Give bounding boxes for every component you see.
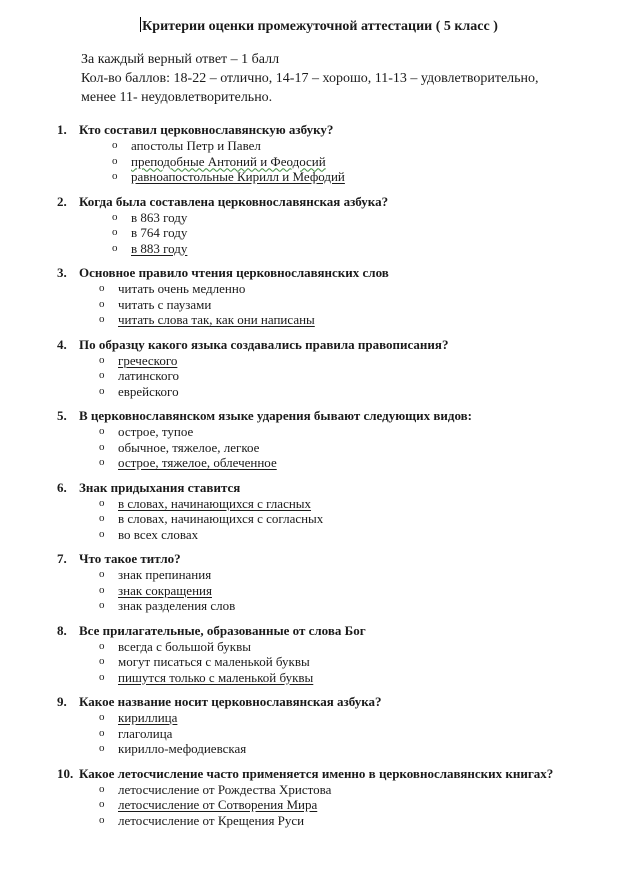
circle-bullet-icon: o [99,711,105,723]
question-text: Основное правило чтения церковнославянских слов [79,265,389,280]
question-text: Когда была составлена церковнославянская азбука? [79,193,389,209]
correct-option-text: острое, тяжелое, облеченное [118,455,277,470]
circle-bullet-icon: o [112,139,118,151]
circle-bullet-icon: o [99,353,105,366]
question-heading [0,694,638,710]
question-heading [0,408,638,424]
option-item [0,455,638,471]
question-item [0,551,638,614]
correct-option-text: в 883 году [131,240,188,256]
question-item [0,194,638,257]
question-item [0,480,638,543]
question-number: 5. [57,408,67,423]
option-item [0,281,638,297]
question-heading [0,122,638,138]
circle-bullet-icon: o [99,670,105,683]
question-heading [0,766,638,782]
option-item [0,169,638,185]
circle-bullet-icon: o [99,813,105,826]
option-item [0,368,638,384]
document-title [0,17,638,35]
option-list [0,424,638,471]
question-heading [0,480,638,496]
option-text: знак препинания [118,567,212,582]
option-item [0,138,638,154]
circle-bullet-icon: o [99,297,105,310]
correct-option-text: читать слова так, как они написаны [118,312,315,327]
question-item [0,623,638,686]
option-text: во всех словах [118,526,199,542]
circle-bullet-icon: o [99,726,105,739]
option-list [0,782,638,829]
option-list [0,281,638,328]
correct-option-text: кириллица [118,710,178,725]
option-item [0,511,638,527]
option-list [0,496,638,543]
circle-bullet-icon: o [99,496,105,509]
option-item [0,241,638,257]
option-item [0,813,638,829]
option-item [0,583,638,599]
option-text: читать с паузами [118,296,212,312]
circle-bullet-icon: o [112,226,118,238]
question-heading [0,337,638,353]
option-text: летосчисление от Крещения Руси [118,812,305,828]
option-text: в 863 году [131,209,188,225]
circle-bullet-icon: o [99,384,105,397]
question-item [0,694,638,757]
intro-line: За каждый верный ответ – 1 балл [81,52,280,67]
intro-line: Кол-во баллов: 18-22 – отлично, 14-17 – хорошо, 11-13 – удовлетворительно, [81,71,539,86]
grading-intro [81,50,621,107]
question-number: 7. [57,551,67,566]
question-text: Какое летосчисление часто применяется именно в церковнославянских книгах? [79,765,554,781]
option-item [0,598,638,614]
correct-option-text: в словах, начинающихся с гласных [118,495,312,511]
circle-bullet-icon: o [112,241,118,254]
question-number: 2. [57,193,67,209]
question-heading [0,623,638,639]
question-heading [0,265,638,281]
question-item [0,408,638,471]
option-item [0,797,638,813]
circle-bullet-icon: o [99,742,105,754]
question-heading [0,551,638,567]
option-text: в словах, начинающихся с согласных [118,511,324,526]
circle-bullet-icon: o [112,170,118,182]
circle-bullet-icon: o [99,583,105,596]
option-list [0,138,638,185]
option-item [0,424,638,440]
option-item [0,312,638,328]
option-item [0,710,638,726]
circle-bullet-icon: o [99,568,105,580]
intro-line: менее 11- неудовлетворительно. [81,90,273,105]
question-heading [0,194,638,210]
circle-bullet-icon: o [99,599,105,611]
question-text: В церковнославянском языке ударения бывают следующих видов: [79,408,472,423]
circle-bullet-icon: o [112,210,118,223]
option-item [0,654,638,670]
option-text: в 764 году [131,225,188,240]
option-text: латинского [118,368,179,383]
option-item [0,384,638,400]
question-number: 9. [57,694,67,709]
option-list [0,567,638,614]
option-text: всегда с большой буквы [118,638,251,654]
question-item [0,766,638,829]
question-number: 6. [57,479,67,495]
question-number: 4. [57,336,67,352]
circle-bullet-icon: o [99,512,105,524]
question-item [0,265,638,328]
question-item [0,122,638,185]
option-item [0,225,638,241]
circle-bullet-icon: o [99,782,105,795]
option-text: преподобные Антоний и Феодосий [131,153,326,169]
question-number: 3. [57,265,67,280]
option-item [0,353,638,369]
question-text: Все прилагательные, образованные от слова Бог [79,622,366,638]
question-number: 8. [57,622,67,638]
option-text: летосчисление от Рождества Христова [118,781,332,797]
option-item [0,527,638,543]
option-item [0,496,638,512]
correct-option-text: греческого [118,352,178,368]
question-text: Знак придыхания ставится [79,479,241,495]
option-list [0,639,638,686]
option-item [0,639,638,655]
option-item [0,726,638,742]
option-text: апостолы Петр и Павел [131,138,261,153]
correct-option-text: равноапостольные Кирилл и Мефодий [131,169,345,184]
option-list [0,353,638,400]
question-number: 1. [57,122,67,137]
question-text: Кто составил церковнославянскую азбуку? [79,122,334,137]
option-item [0,670,638,686]
question-text: По образцу какого языка создавались правила правописания? [79,336,449,352]
option-text: кирилло-мефодиевская [118,741,247,756]
circle-bullet-icon: o [99,313,105,325]
circle-bullet-icon: o [99,425,105,437]
option-item [0,741,638,757]
option-list [0,210,638,257]
circle-bullet-icon: o [99,798,105,810]
option-text: знак разделения слов [118,598,236,613]
text-cursor [140,17,141,32]
question-item [0,337,638,400]
circle-bullet-icon: o [99,440,105,453]
option-text: еврейского [118,383,179,399]
option-item [0,154,638,170]
circle-bullet-icon: o [99,456,105,468]
option-text: могут писаться с маленькой буквы [118,654,310,669]
option-item [0,210,638,226]
option-item [0,440,638,456]
correct-option-text: знак сокращения [118,582,212,598]
circle-bullet-icon: o [99,639,105,652]
document-title-text: Критерии оценки промежуточной аттестации ( 5 класс ) [142,19,498,34]
option-item [0,567,638,583]
option-text: острое, тупое [118,424,194,439]
option-item [0,782,638,798]
correct-option-text: пишутся только с маленькой буквы [118,669,314,685]
circle-bullet-icon: o [99,282,105,294]
option-text: обычное, тяжелое, легкое [118,439,260,455]
option-text: читать очень медленно [118,281,246,296]
option-item [0,297,638,313]
question-number: 10. [57,765,74,781]
circle-bullet-icon: o [112,154,118,167]
circle-bullet-icon: o [99,527,105,540]
circle-bullet-icon: o [99,369,105,381]
option-list [0,710,638,757]
question-text: Что такое титло? [79,551,181,566]
question-list [0,122,638,837]
option-text: глаголица [118,725,173,741]
correct-option-text: летосчисление от Сотворения Мира [118,797,318,812]
circle-bullet-icon: o [99,655,105,667]
question-text: Какое название носит церковнославянская азбука? [79,694,382,709]
